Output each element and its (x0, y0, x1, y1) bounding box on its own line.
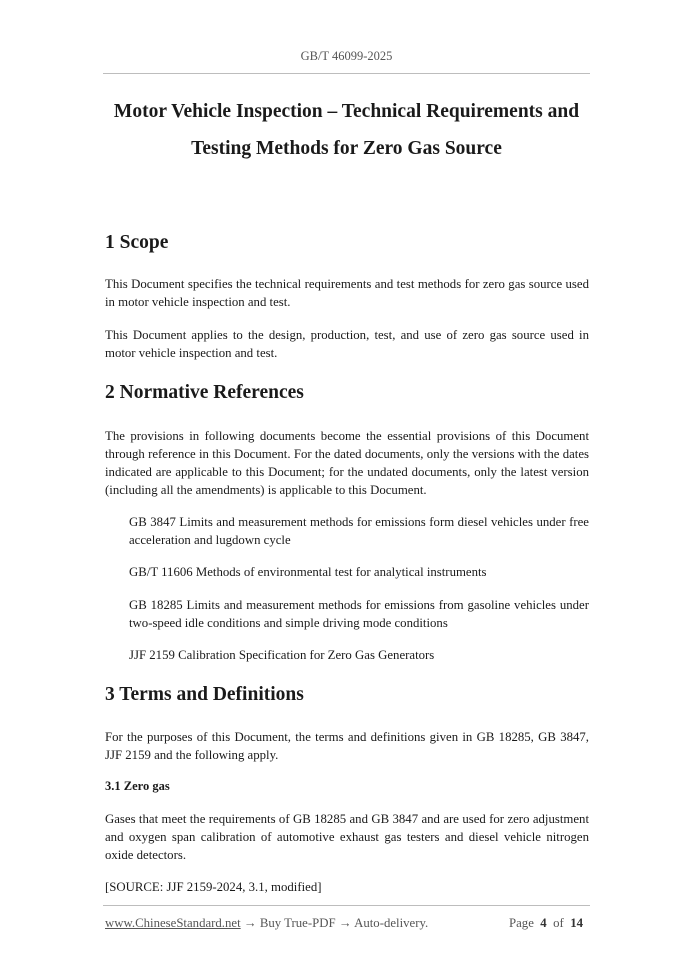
reference-item: JJF 2159 Calibration Specification for Zero Gas Generators (129, 648, 435, 662)
document-title-line2: Testing Methods for Zero Gas Source (191, 138, 502, 159)
normative-intro-paragraph: The provisions in following documents become the essential provisions of this Document through reference in this Document. For the dated documents, only the versions with the dates indicated are applicable to this Document; for the undated documents, only the latest version (including all the amendments) is applicable to this Document. (105, 429, 589, 497)
section-heading-normative-references: 2 Normative References (105, 382, 304, 403)
page-total: 14 (570, 916, 583, 930)
section-heading-terms: 3 Terms and Definitions (105, 684, 304, 705)
document-title-line1: Motor Vehicle Inspection – Technical Requirements and (113, 101, 580, 122)
header-divider (103, 73, 590, 74)
of-label: of (553, 916, 564, 930)
footer-promo (105, 916, 428, 931)
terms-intro-paragraph: For the purposes of this Document, the terms and definitions given in GB 18285, GB 3847, JJF 2159 and the following apply. (105, 730, 589, 762)
reference-item: GB 18285 Limits and measurement methods for emissions from gasoline vehicles under two-speed idle conditions and simple driving mode conditions (129, 598, 589, 630)
page-number (509, 916, 583, 931)
term-subheading: 3.1 Zero gas (105, 779, 170, 793)
reference-item: GB 3847 Limits and measurement methods for emissions form diesel vehicles under free acceleration and lugdown cycle (129, 515, 589, 547)
page-label: Page (509, 916, 534, 930)
delivery-text: Auto-delivery. (354, 916, 429, 930)
reference-item: GB/T 11606 Methods of environmental test for analytical instruments (129, 565, 487, 579)
arrow-right-icon: → (243, 916, 257, 930)
website-link[interactable]: www.ChineseStandard.net (105, 916, 241, 930)
term-definition: Gases that meet the requirements of GB 18285 and GB 3847 and are used for zero adjustment and oxygen span calibration of automotive exhaust gas testers and diesel vehicle nitrogen oxide detectors. (105, 812, 589, 862)
document-code-header: GB/T 46099-2025 (300, 49, 393, 63)
term-source: [SOURCE: JJF 2159-2024, 3.1, modified] (105, 880, 322, 894)
buy-text: Buy True-PDF (259, 916, 336, 930)
scope-paragraph: This Document applies to the design, production, test, and use of zero gas source used in motor vehicle inspection and test. (105, 328, 589, 360)
scope-paragraph: This Document specifies the technical requirements and test methods for zero gas source used in motor vehicle inspection and test. (105, 277, 589, 309)
footer-divider (103, 905, 590, 906)
arrow-right-icon: → (338, 916, 352, 930)
section-heading-scope: 1 Scope (105, 232, 169, 253)
page-current: 4 (540, 916, 547, 930)
